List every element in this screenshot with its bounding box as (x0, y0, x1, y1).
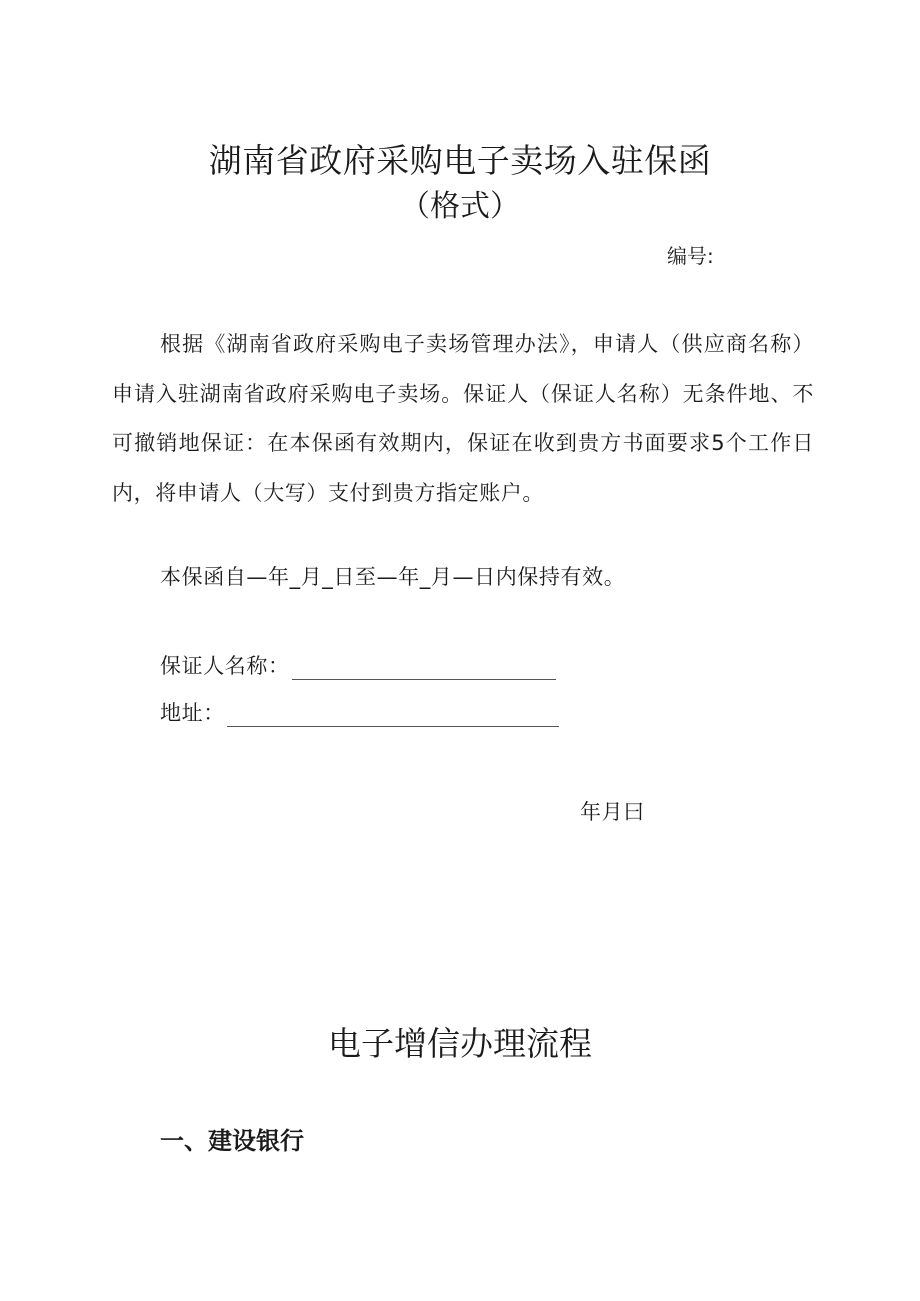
guarantee-body-paragraph: 根据《湖南省政府采购电子卖场管理办法》，申请人（供应商名称）申请入驻湖南省政府采购电子卖场。保证人（保证人名称）无条件地、不可撤销地保证：在本保函有效期内，保证在收到贵方书面要求5个工作日内，将申请人（大写）支付到贵方指定账户。 (112, 332, 814, 505)
address-label: 地址： (160, 701, 225, 725)
address-field (160, 697, 559, 727)
document-subtitle: （格式） (400, 189, 520, 224)
serial-number-label: 编号: (667, 244, 714, 268)
process-title: 电子增信办理流程 (328, 1024, 592, 1063)
document-title: 湖南省政府采购电子卖场入驻保函 (208, 141, 712, 180)
signature-date: 年月曰 (580, 800, 645, 824)
guarantor-name-blank (292, 659, 556, 680)
guarantor-name-label: 保证人名称： (160, 654, 290, 678)
validity-period-text: 本保函自—年_月_日至—年_月—日内保持有效。 (160, 565, 626, 589)
section-heading-ccb: 一、建设银行 (160, 1127, 304, 1155)
address-blank (227, 706, 559, 727)
guarantor-name-field (160, 650, 556, 680)
